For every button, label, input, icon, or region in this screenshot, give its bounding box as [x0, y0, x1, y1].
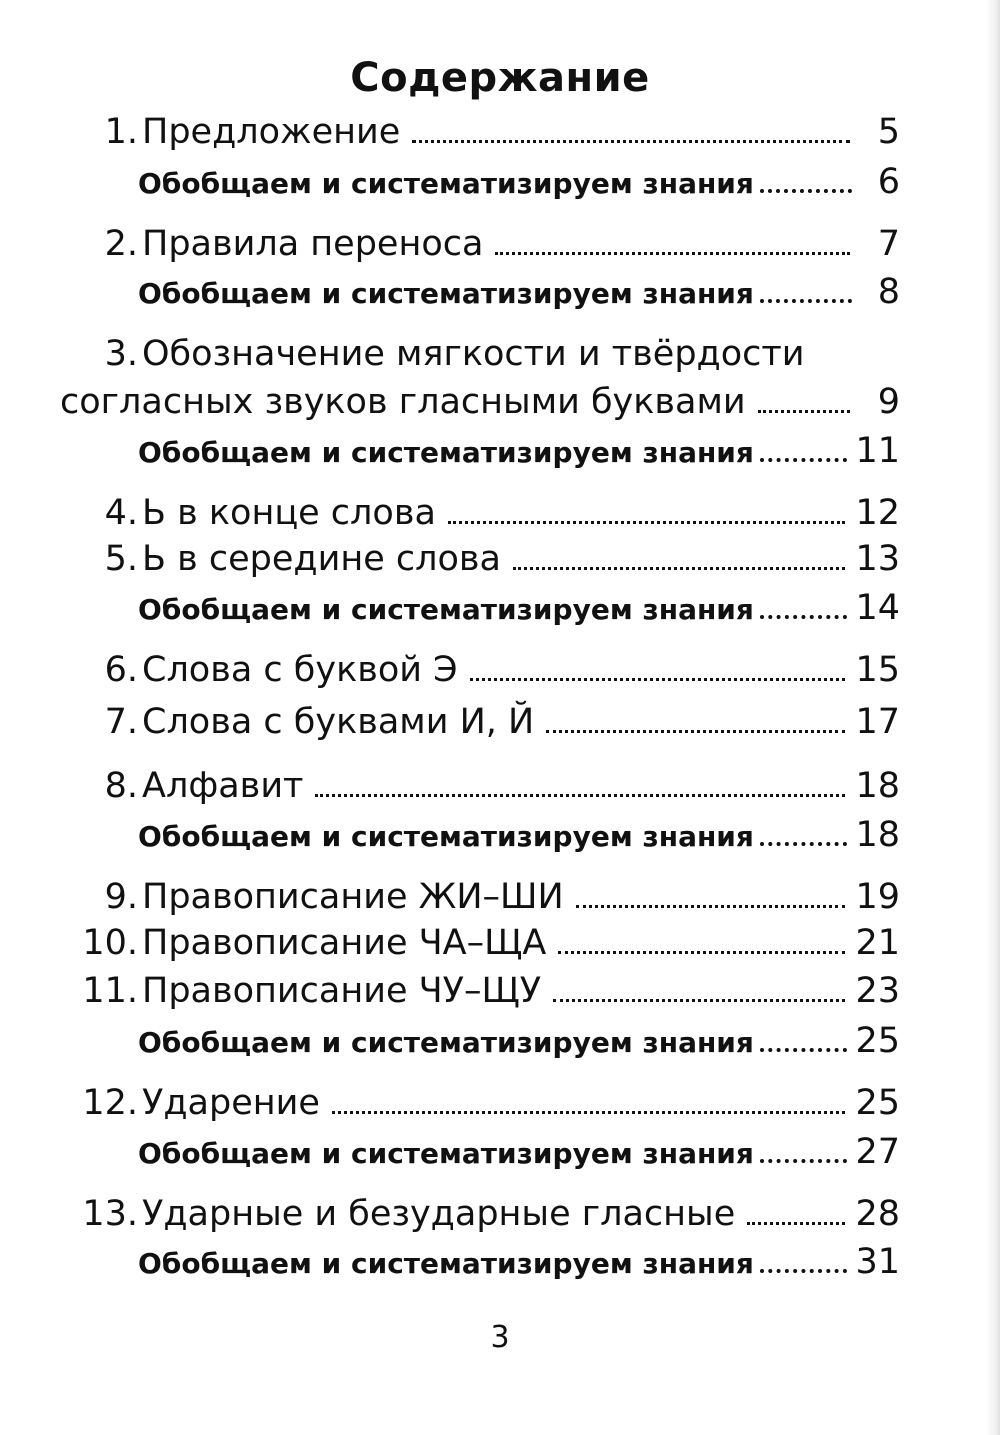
- toc-entry-number: 9.: [104, 877, 138, 917]
- toc-entry-title: Обобщаем и систематизируем знания: [138, 1247, 754, 1280]
- toc-entry-page: 19: [855, 877, 900, 917]
- toc-entry-title: Предложение: [142, 112, 401, 152]
- toc-entry-page: 27: [855, 1132, 900, 1172]
- toc-entry-title: Слова с буквой Э: [142, 650, 458, 690]
- toc-entry-page: 18: [855, 815, 900, 855]
- toc-entry-page: 31: [855, 1242, 900, 1282]
- toc-entry[interactable]: [60, 488, 900, 538]
- toc-entry-title: Слова с буквами И, Й: [142, 702, 535, 742]
- toc-entry-title: согласных звуков гласными буквами: [60, 382, 746, 422]
- toc-entry-number: 11.: [82, 971, 138, 1011]
- toc-entry-number: 8.: [104, 766, 138, 806]
- toc-entry-number: 12.: [82, 1083, 138, 1123]
- toc-entry-continuation[interactable]: [60, 377, 900, 427]
- toc-summary-entry[interactable]: [138, 426, 900, 478]
- toc-entry[interactable]: [60, 1078, 900, 1128]
- toc-summary-entry[interactable]: [138, 157, 900, 209]
- dot-leader: [470, 678, 846, 681]
- page-number: 3: [490, 1320, 510, 1355]
- dot-leader: [760, 1269, 848, 1273]
- dot-leader: [558, 951, 845, 954]
- toc-entry-title: Алфавит: [142, 766, 304, 806]
- dot-leader: [760, 458, 848, 462]
- toc-entry-number: 10.: [82, 923, 138, 963]
- toc-entry-page: 23: [855, 971, 900, 1011]
- dot-leader: [553, 999, 845, 1002]
- toc-entry-title: Ь в конце слова: [142, 493, 436, 533]
- toc-entry-title: Обобщаем и систематизируем знания: [138, 1026, 754, 1059]
- toc-entry-title: Ь в середине слова: [142, 539, 502, 579]
- toc-entry-title: Правописание ЧУ–ЩУ: [142, 971, 542, 1011]
- toc-entry-title: Ударные и безударные гласные: [142, 1194, 736, 1234]
- dot-leader: [315, 794, 845, 797]
- dot-leader: [760, 1159, 848, 1163]
- dot-leader: [760, 1048, 848, 1052]
- toc-entry-page: 21: [855, 923, 900, 963]
- toc-entry-page: 25: [855, 1021, 900, 1061]
- toc-entry[interactable]: [60, 872, 900, 922]
- toc-entry-number: 2.: [104, 224, 138, 264]
- dot-leader: [747, 1222, 845, 1225]
- toc-entry-page: 8: [877, 272, 900, 312]
- toc-entry[interactable]: [60, 107, 900, 157]
- toc-entry[interactable]: [60, 966, 900, 1016]
- dot-leader: [546, 730, 845, 733]
- toc-entry-page: 12: [855, 493, 900, 533]
- toc-entry[interactable]: [60, 697, 900, 747]
- toc-entry-page: 6: [877, 162, 900, 202]
- toc-entry-title: Правила переноса: [142, 224, 484, 264]
- toc-entry-number: 13.: [82, 1194, 138, 1234]
- toc-entry-title: Обобщаем и систематизируем знания: [138, 436, 754, 469]
- toc-entry-number: 1.: [104, 112, 138, 152]
- toc-entry-page: 15: [855, 650, 900, 690]
- toc-entry-number: 4.: [104, 493, 138, 533]
- toc-entry-title: Обобщаем и систематизируем знания: [138, 277, 754, 310]
- toc-entry-title: Ударение: [142, 1083, 320, 1123]
- toc-summary-entry[interactable]: [138, 1127, 900, 1179]
- toc-entry[interactable]: [60, 645, 900, 695]
- toc-summary-entry[interactable]: [138, 1237, 900, 1289]
- dot-leader: [760, 299, 852, 303]
- dot-leader: [332, 1111, 846, 1114]
- toc-entry-page: 5: [877, 112, 900, 152]
- toc-entry[interactable]: [60, 1189, 900, 1239]
- toc-entry[interactable]: [60, 761, 900, 811]
- toc-entry-page: 14: [855, 588, 900, 628]
- toc-entry-page: 9: [877, 382, 900, 422]
- toc-entry-number: 3.: [104, 334, 138, 374]
- dot-leader: [758, 410, 850, 413]
- dot-leader: [513, 567, 845, 570]
- toc-entry[interactable]: [60, 219, 900, 269]
- toc-entry[interactable]: [60, 918, 900, 968]
- toc-entry-title: Обобщаем и систематизируем знания: [138, 167, 754, 200]
- toc-entry-page: 18: [855, 766, 900, 806]
- toc-entry-title: Обобщаем и систематизируем знания: [138, 820, 754, 853]
- toc-entry[interactable]: [60, 329, 900, 379]
- toc-entry-page: 7: [877, 224, 900, 264]
- dot-leader: [495, 252, 850, 255]
- toc-entry-page: 11: [855, 431, 900, 471]
- toc-summary-entry[interactable]: [138, 267, 900, 319]
- toc-entry-page: 28: [855, 1194, 900, 1234]
- toc-entry-page: 13: [855, 539, 900, 579]
- dot-leader: [576, 905, 846, 908]
- toc-summary-entry[interactable]: [138, 1016, 900, 1068]
- toc-entry-title: Обобщаем и систематизируем знания: [138, 593, 754, 626]
- dot-leader: [412, 140, 850, 143]
- toc-entry-number: 5.: [104, 539, 138, 579]
- toc-entry-page: 25: [855, 1083, 900, 1123]
- page-title: Содержание: [350, 55, 650, 101]
- toc-entry[interactable]: [60, 534, 900, 584]
- dot-leader: [760, 842, 848, 846]
- toc-entry-title: Обобщаем и систематизируем знания: [138, 1137, 754, 1170]
- toc-entry-title: Правописание ЖИ–ШИ: [142, 877, 564, 917]
- toc-summary-entry[interactable]: [138, 810, 900, 862]
- toc-entry-number: 6.: [104, 650, 138, 690]
- toc-entry-title: Обозначение мягкости и твёрдости: [142, 334, 805, 374]
- dot-leader: [448, 521, 846, 524]
- dot-leader: [760, 615, 848, 619]
- toc-entry-page: 17: [855, 702, 900, 742]
- toc-entry-title: Правописание ЧА–ЩА: [142, 923, 547, 963]
- toc-summary-entry[interactable]: [138, 583, 900, 635]
- dot-leader: [760, 189, 852, 193]
- toc-entry-number: 7.: [104, 702, 138, 742]
